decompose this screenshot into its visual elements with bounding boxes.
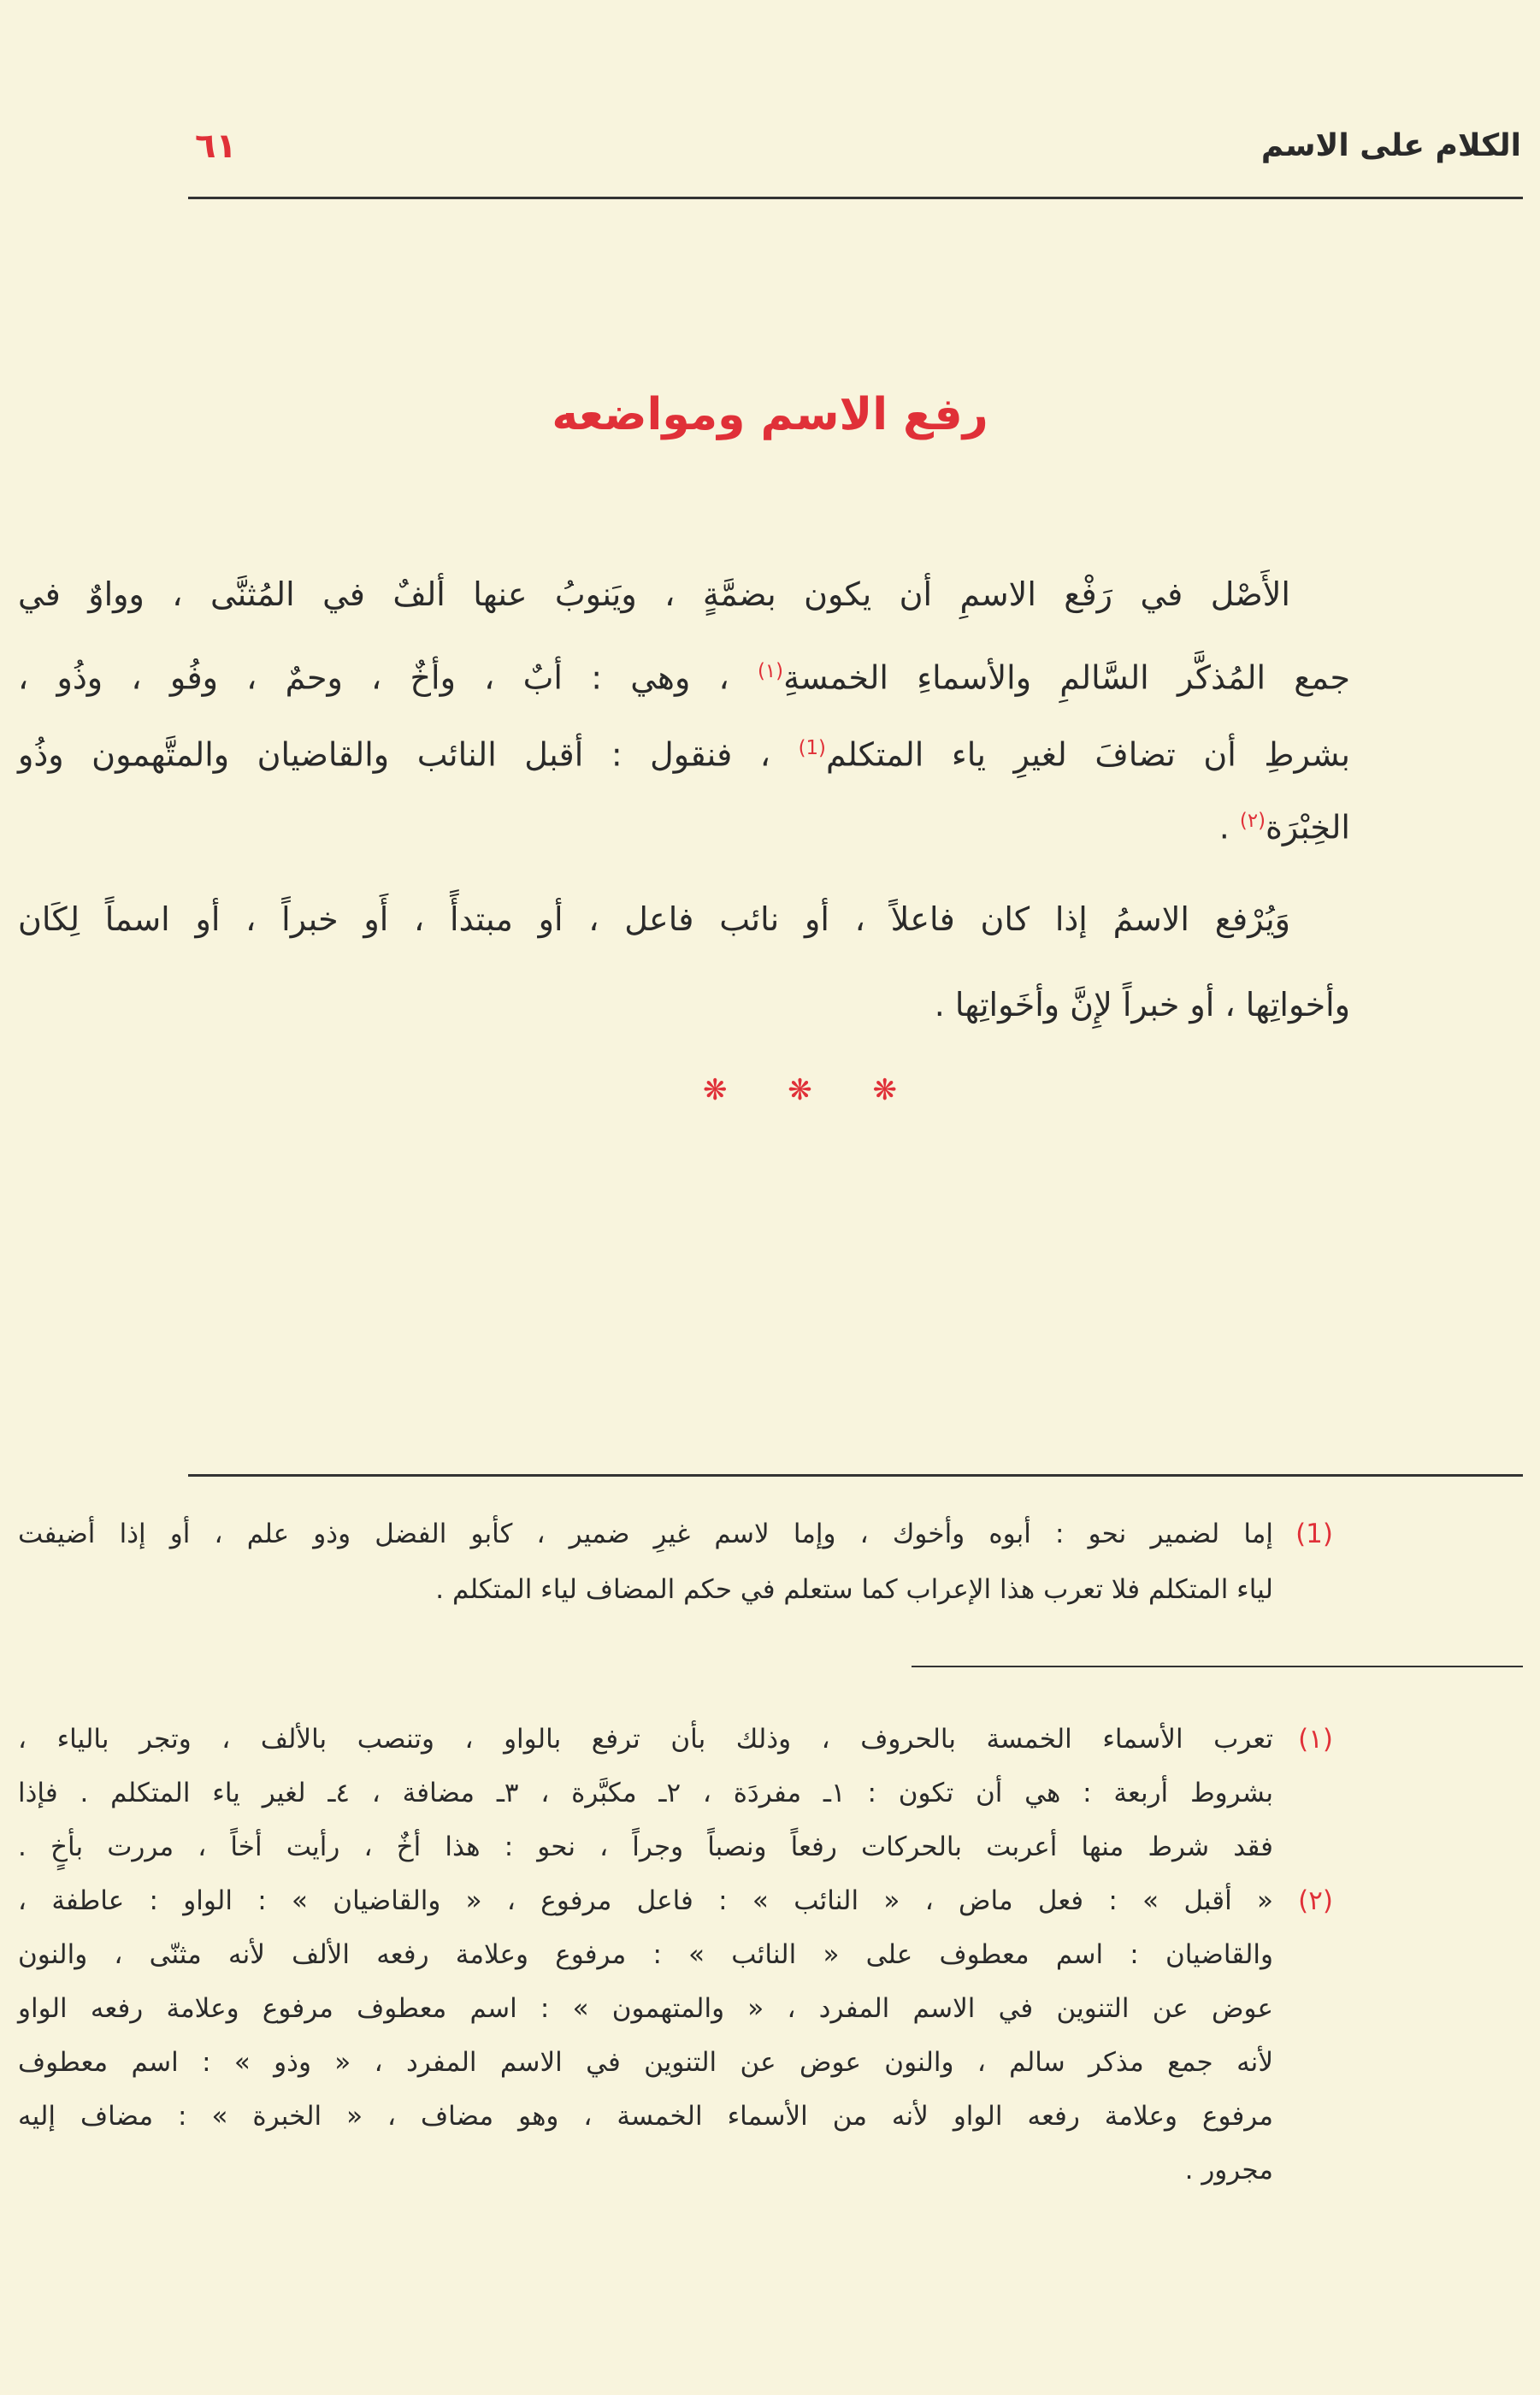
footnote-line xyxy=(18,1876,1350,1926)
text: تعرب الأسماء الخمسة بالحروف ، وذلك بأن ترفع بالواو ، وتنصب بالألف ، وتجر بالياء ، xyxy=(18,1724,1273,1755)
footnote-line: مجرور . xyxy=(1184,2155,1273,2186)
text: ، وهي : أبٌ ، وأخٌ ، وحمٌ ، وفُو ، وذُو ، xyxy=(18,658,729,697)
body-line xyxy=(18,641,1350,701)
body-line: وَيُرْفع الاسمُ إذا كان فاعلاً ، أو نائب فاعل ، أو مبتدأً ، أَو خبراً ، أو اسماً لِكَان xyxy=(18,900,1290,938)
page-number: ٦١ xyxy=(195,127,237,166)
body-line xyxy=(18,718,1350,778)
body-line: الأَصْل في رَفْع الاسمِ أن يكون بضمَّةٍ ، ويَنوبُ عنها ألفٌ في المُثنَّى ، وواوٌ في xyxy=(18,575,1290,613)
body-line xyxy=(18,791,1350,851)
footnote-marker: (١) xyxy=(1298,1724,1333,1755)
footnote-line: بشروط أربعة : هي أن تكون : ١ـ مفردَة ، ٢ـ مكبَّرة ، ٣ـ مضافة ، ٤ـ لغير ياء المتكلم . فإذا xyxy=(18,1778,1273,1808)
header-rule xyxy=(188,197,1523,199)
section-title: رفع الاسم ومواضعه xyxy=(552,389,988,440)
footnote-marker: (٢) xyxy=(1298,1885,1333,1916)
footnote-line: مرفوع وعلامة رفعه الواو لأنه من الأسماء الخمسة ، وهو مضاف ، « الخبرة » : مضاف إليه xyxy=(18,2101,1273,2132)
section-separator: ❋ ❋ ❋ xyxy=(702,1073,923,1107)
footnote-rule xyxy=(188,1474,1523,1477)
editor-footnote-rule xyxy=(912,1666,1523,1667)
text: بشرطِ أن تضافَ لغيرِ ياء المتكلم xyxy=(825,735,1350,774)
footnote-line: والقاضيان : اسم معطوف على « النائب » : مرفوع وعلامة رفعه الألف لأنه مثنّى ، والنون xyxy=(18,1939,1273,1970)
footnote-ref[interactable]: (٢) xyxy=(1239,810,1266,832)
footnote-line: لأنه جمع مذكر سالم ، والنون عوض عن التنوين في الاسم المفرد ، « وذو » : اسم معطوف xyxy=(18,2047,1273,2078)
footnote-line xyxy=(18,1509,1350,1559)
text: « أقبل » : فعل ماض ، « النائب » : فاعل مرفوع ، « والقاضيان » : الواو : عاطفة ، xyxy=(18,1885,1273,1916)
text: . xyxy=(1218,808,1240,847)
footnote-line xyxy=(18,1714,1350,1764)
text: الخِبْرَة xyxy=(1265,808,1350,847)
footnote-marker: (1) xyxy=(1295,1519,1333,1549)
running-title: الكلام على الاسم xyxy=(1260,128,1521,163)
footnote-ref[interactable]: (١) xyxy=(758,660,784,682)
footnote-line: فقد شرط منها أعربت بالحركات رفعاً ونصباً وجراً ، نحو : هذا أخٌ ، رأيت أخاً ، مررت بأخٍ . xyxy=(18,1832,1273,1862)
text: جمع المُذكَّر السَّالمِ والأسماءِ الخمسةِ xyxy=(783,658,1350,697)
footnote-line: عوض عن التنوين في الاسم المفرد ، « والمتهمون » : اسم معطوف مرفوع وعلامة رفعه الواو xyxy=(18,1993,1273,2024)
text: ، فنقول : أقبل النائب والقاضيان والمتَّهمون وذُو xyxy=(18,735,771,774)
footnote-ref[interactable]: (1) xyxy=(798,737,826,759)
text: إما لضمير نحو : أبوه وأخوك ، وإما لاسم غيرِ ضمير ، كأبو الفضل وذو علم ، أو إذا أضيفت xyxy=(18,1519,1273,1549)
footnote-line: لياء المتكلم فلا تعرب هذا الإعراب كما ستعلم في حكم المضاف لياء المتكلم . xyxy=(435,1574,1273,1605)
body-line: وأخواتِها ، أو خبراً لإِنَّ وأخَواتِها . xyxy=(934,986,1350,1023)
